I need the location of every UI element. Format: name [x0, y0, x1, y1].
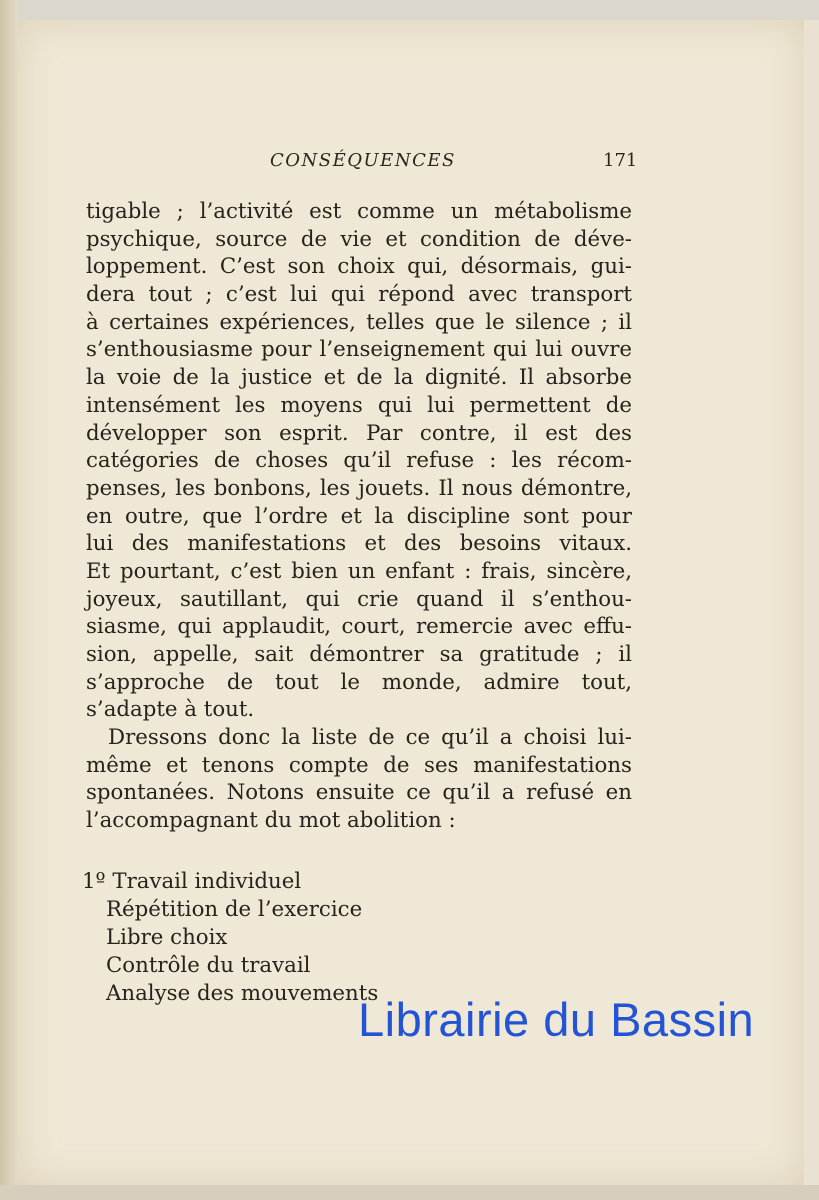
text-line: penses, les bonbons, les jouets. Il nous démontre,	[86, 475, 632, 501]
text-line: à certaines expériences, telles que le silence ; il	[86, 309, 632, 335]
top-edge	[0, 0, 819, 20]
text-line: intensément les moyens qui lui permettent de	[86, 392, 632, 418]
list-item: Analyse des mouvements	[106, 981, 379, 1006]
list-item: Libre choix	[106, 925, 228, 950]
text-line: siasme, qui applaudit, court, remercie avec effu-	[86, 614, 632, 640]
page-number: 171	[603, 150, 638, 171]
text-line: psychique, source de vie et condition de déve-	[86, 226, 632, 252]
body-text	[86, 198, 632, 835]
choice-list	[82, 868, 482, 1008]
text-line: Dressons donc la liste de ce qu’il a choisi lui-	[108, 725, 632, 751]
text-line: la voie de la justice et de la dignité. Il absorbe	[86, 365, 632, 391]
text-line: s’enthousiasme pour l’enseignement qui lui ouvre	[86, 337, 632, 363]
page-header	[0, 148, 819, 176]
text-line: spontanées. Notons ensuite ce qu’il a refusé en	[86, 780, 632, 806]
list-number: 1º	[82, 869, 106, 894]
list-item: Contrôle du travail	[106, 953, 311, 978]
text-line: s’adapte à tout.	[86, 697, 255, 723]
list-item	[82, 868, 482, 896]
text-line: joyeux, sautillant, qui crie quand il s’enthou-	[86, 586, 632, 612]
text-line: loppement. C’est son choix qui, désormais, gui-	[86, 254, 632, 280]
text-line: catégories de choses qu’il refuse : les récom-	[86, 448, 632, 474]
text-line: sion, appelle, sait démontrer sa gratitude ; il	[86, 642, 632, 667]
text-line: dera tout ; c’est lui qui répond avec transport	[86, 282, 632, 308]
watermark: Librairie du Bassin	[358, 993, 755, 1046]
text-line: tigable ; l’activité est comme un métabolisme	[86, 199, 632, 224]
bottom-edge	[0, 1185, 819, 1200]
text-line: lui des manifestations et des besoins vitaux.	[86, 531, 632, 557]
adjacent-page-edge	[0, 0, 18, 1200]
text-line: s’approche de tout le monde, admire tout,	[86, 669, 632, 695]
running-title: CONSÉQUENCES	[270, 150, 456, 171]
text-line: l’accompagnant du mot abolition :	[86, 808, 456, 834]
text-line: développer son esprit. Par contre, il est des	[86, 420, 632, 446]
list-item: Répétition de l’exercice	[106, 897, 363, 922]
list-item-label: Travail individuel	[112, 869, 302, 894]
text-line: en outre, que l’ordre et la discipline sont pour	[86, 503, 632, 529]
text-line: même et tenons compte de ses manifestations	[86, 752, 632, 778]
text-line: Et pourtant, c’est bien un enfant : frais, sincère,	[86, 558, 632, 584]
